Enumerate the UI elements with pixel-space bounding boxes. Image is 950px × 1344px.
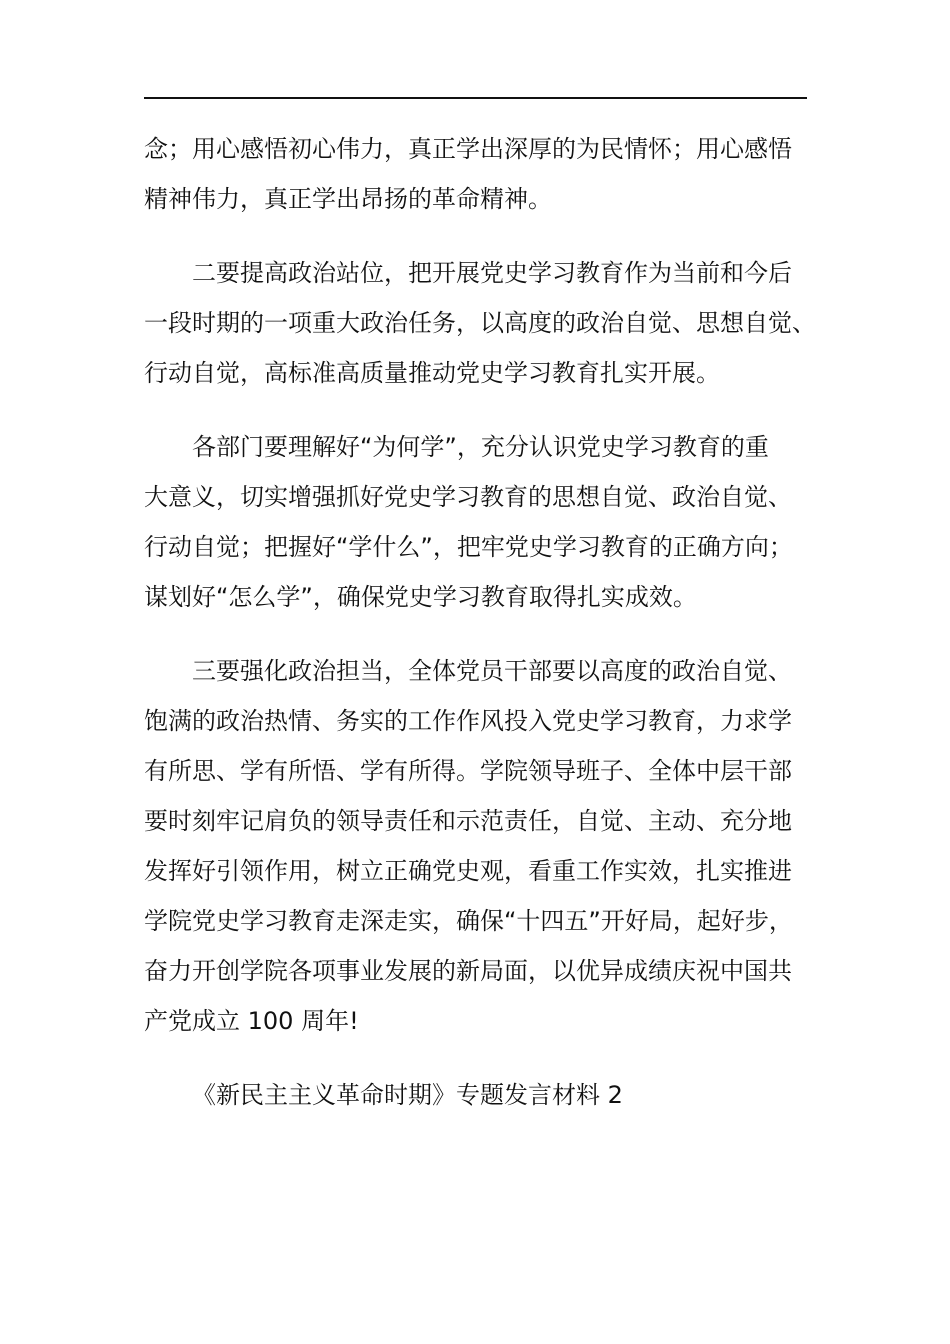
paragraph-gap <box>144 398 808 422</box>
text-line: 各部门要理解好“为何学”，充分认识党史学习教育的重 <box>192 433 769 461</box>
paragraph-3 <box>144 422 808 622</box>
document-body <box>144 124 816 1120</box>
text-line: 产党成立 100 周年! <box>144 1007 359 1035</box>
paragraph-4 <box>144 646 808 1046</box>
text-line: 要时刻牢记肩负的领导责任和示范责任，自觉、主动、充分地 <box>144 807 792 835</box>
text-line: 三要强化政治担当，全体党员干部要以高度的政治自觉、 <box>192 657 792 685</box>
text-line: 一段时期的一项重大政治任务，以高度的政治自觉、思想自觉、 <box>144 309 816 337</box>
text-line: 念；用心感悟初心伟力，真正学出深厚的为民情怀；用心感悟 <box>144 135 792 163</box>
paragraph-2 <box>144 248 816 398</box>
text-line: 精神伟力，真正学出昂扬的革命精神。 <box>144 185 552 213</box>
text-line: 《新民主主义革命时期》专题发言材料 2 <box>192 1081 623 1109</box>
text-line: 大意义，切实增强抓好党史学习教育的思想自觉、政治自觉、 <box>144 483 792 511</box>
paragraph-1 <box>144 124 808 224</box>
text-line: 饱满的政治热情、务实的工作作风投入党史学习教育，力求学 <box>144 707 792 735</box>
paragraph-gap <box>144 224 808 248</box>
paragraph-gap <box>144 1046 808 1070</box>
paragraph-gap <box>144 622 808 646</box>
section-title <box>144 1070 808 1120</box>
header-rule <box>144 97 807 99</box>
text-line: 二要提高政治站位，把开展党史学习教育作为当前和今后 <box>192 259 792 287</box>
text-line: 谋划好“怎么学”，确保党史学习教育取得扎实成效。 <box>144 583 697 611</box>
text-line: 学院党史学习教育走深走实，确保“十四五”开好局，起好步， <box>144 907 793 935</box>
text-line: 行动自觉；把握好“学什么”，把牢党史学习教育的正确方向； <box>144 533 793 561</box>
text-line: 奋力开创学院各项事业发展的新局面，以优异成绩庆祝中国共 <box>144 957 792 985</box>
text-line: 行动自觉，高标准高质量推动党史学习教育扎实开展。 <box>144 359 720 387</box>
text-line: 发挥好引领作用，树立正确党史观，看重工作实效，扎实推进 <box>144 857 792 885</box>
text-line: 有所思、学有所悟、学有所得。学院领导班子、全体中层干部 <box>144 757 792 785</box>
